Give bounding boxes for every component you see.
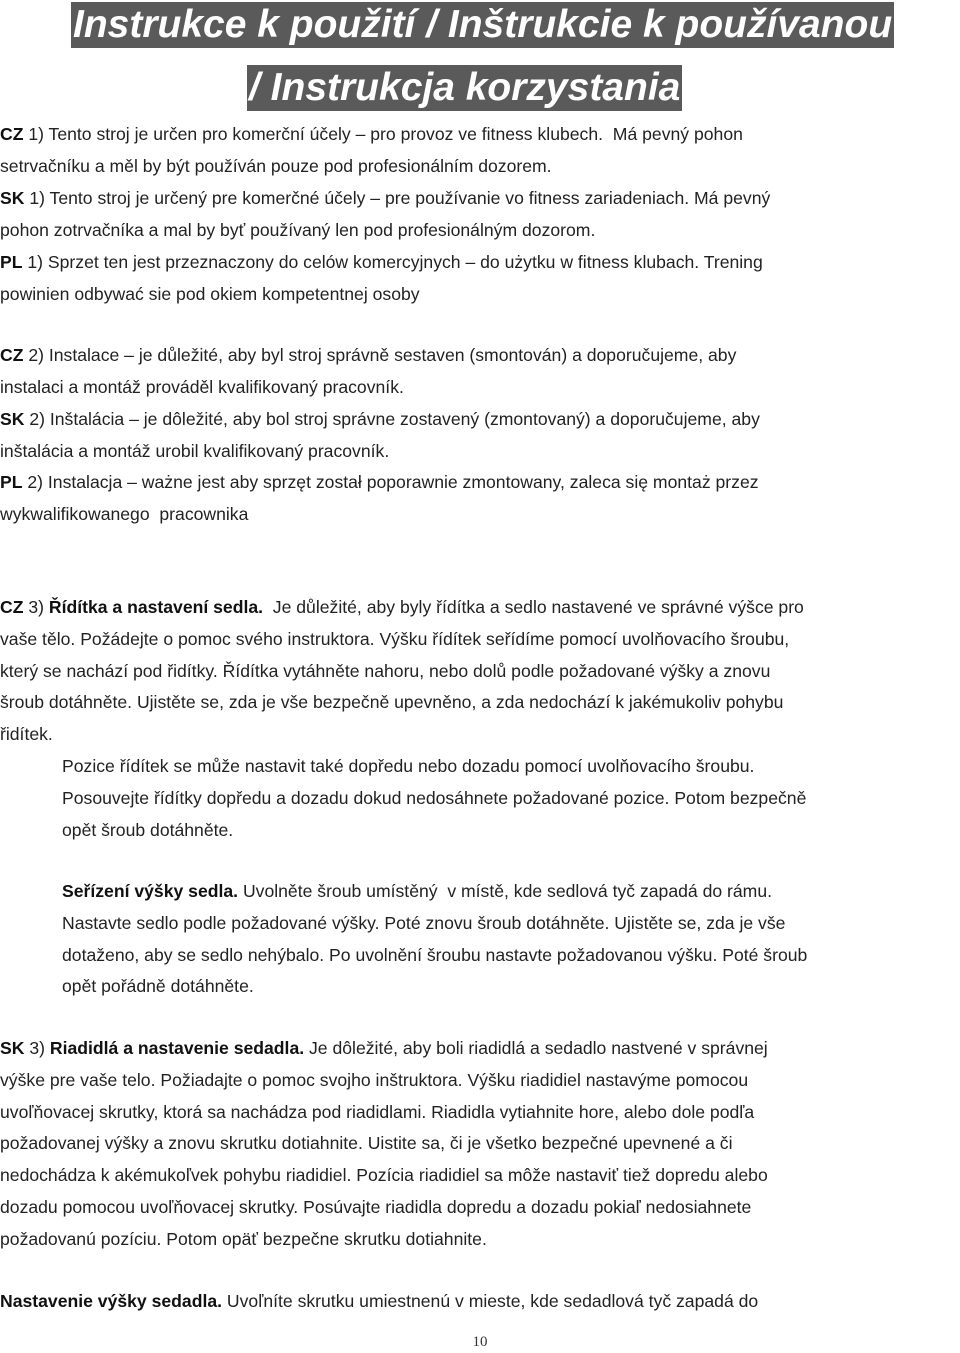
lang-tag-sk: SK xyxy=(0,1038,25,1058)
section-2-pl xyxy=(0,467,960,531)
section-1-sk-text: 1) Tento stroj je určený pre komerčné účely – pre používanie vo fitness zariadeniach. Má pevný pohon zotrvačníka a mal by byť používaný len pod profesionálným dozorom. xyxy=(0,188,771,240)
page-number: 10 xyxy=(472,1334,488,1350)
section-3-sk-heading: Riadidlá a nastavenie sedadla. xyxy=(49,1038,305,1058)
lang-tag-sk: SK xyxy=(0,409,25,429)
lang-tag-cz: CZ xyxy=(0,124,24,144)
section-3-cz-text: Je důležité, aby byly řídítka a sedlo nastavené ve správné výšce pro vaše tělo. Požádejte o pomoc svého instruktora. Výšku řídítek seřídíme pomocí uvolňovacího šroubu, který se nachází pod řidítky. Řídítka vytáhněte nahoru, nebo dolů podle požadované výšky a znovu šroub dotáhněte. Ujistěte se, zda je vše bezpečně upevněno, a zda nedochází k jakémukoliv pohybu řidítek. xyxy=(0,597,804,745)
section-1-pl xyxy=(0,247,960,311)
section-3-sk-seat-paragraph xyxy=(0,1286,960,1318)
section-2-sk-text: 2) Inštalácia – je dôležité, aby bol stroj správne zostavený (zmontovaný) a doporučujeme, aby inštalácia a montáž urobil kvalifikovaný pracovník. xyxy=(0,409,760,461)
section-3-sk-text: Je dôležité, aby boli riadidlá a sedadlo nastvené v správnej výške pre vaše telo. Požiadajte o pomoc svojho inštruktora. Výšku riadidiel nastavýme pomocou uvoľňovacej skrutky, ktorá sa nachádza pod riadidlami. Riadidla vytiahnite hore, alebo dole podľa požadovanej výšky a znovu skrutku dotiahnite. Uistite sa, či je všetko bezpečné upevnené a či nedochádza k akémukoľvek pohybu riadidiel. Pozícia riadidiel sa môže nastaviť tiež dopredu alebo dozadu pomocou uvoľňovacej skrutky. Posúvajte riadidla dopredu a dozadu pokiaľ nedosiahnete požadovanú pozíciu. Potom opäť bezpečne skrutku dotiahnite. xyxy=(0,1038,768,1249)
section-number: 3) xyxy=(23,597,49,617)
section-2-cz xyxy=(0,340,960,404)
section-number: 3) xyxy=(24,1038,50,1058)
section-1-pl-text: 1) Sprzet ten jest przeznaczony do celów komercyjnych – do użytku w fitness klubach. Trening powinien odbywać sie pod okiem kompetentnej osoby xyxy=(0,252,763,304)
lang-tag-cz: CZ xyxy=(0,345,24,365)
document-title-line-2: / Instrukcja korzystania xyxy=(249,66,681,109)
document-title-line-1: Instrukce k použití / Inštrukcie k používanou xyxy=(73,3,893,46)
seat-height-text-cz: Uvolněte šroub umístěný v místě, kde sedlová tyč zapadá do rámu. Nastavte sedlo podle požadované výšky. Poté znovu šroub dotáhněte. Ujistěte se, zda je vše dotaženo, aby se sedlo nehýbalo. Po uvolnění šroubu nastavte požadovanou výšku. Poté šroub opět pořádně dotáhněte. xyxy=(62,881,808,997)
lang-tag-pl: PL xyxy=(0,252,23,272)
section-2-cz-text: 2) Instalace – je důležité, aby byl stroj správně sestaven (smontován) a doporučujeme, aby instalaci a montáž prováděl kvalifikovaný pracovník. xyxy=(0,345,737,397)
lang-tag-pl: PL xyxy=(0,472,23,492)
lang-tag-cz: CZ xyxy=(0,597,24,617)
lang-tag-sk: SK xyxy=(0,188,25,208)
seat-height-text-sk: Uvoľníte skrutku umiestnenú v mieste, kde sedadlová tyč zapadá do xyxy=(222,1291,759,1311)
section-2-pl-text: 2) Instalacja – ważne jest aby sprzęt został poporawnie zmontowany, zaleca się montaż przez wykwalifikowanego pracownika xyxy=(0,472,759,524)
section-3-cz-seat-paragraph xyxy=(62,876,960,1003)
section-3-cz-position-paragraph: Pozice řídítek se může nastavit také dopředu nebo dozadu pomocí uvolňovacího šroubu. Posouvejte řídítky dopředu a dozadu dokud nedosáhnete požadované pozice. Potom bezpečně opět šroub dotáhněte. xyxy=(62,756,807,840)
section-3-cz-heading: Řídítka a nastavení sedla. xyxy=(48,597,264,617)
seat-height-heading-sk: Nastavenie výšky sedadla. xyxy=(0,1291,223,1311)
section-1-cz xyxy=(0,119,960,183)
seat-height-heading-cz: Seřízení výšky sedla. xyxy=(62,881,239,901)
section-1-sk xyxy=(0,183,960,247)
section-3-sk xyxy=(0,1033,960,1256)
section-2-sk xyxy=(0,404,960,468)
section-3-cz xyxy=(0,592,960,751)
section-1-cz-text: 1) Tento stroj je určen pro komerční účely – pro provoz ve fitness klubech. Má pevný pohon setrvačníku a měl by být používán pouze pod profesionálním dozorem. xyxy=(0,124,743,176)
